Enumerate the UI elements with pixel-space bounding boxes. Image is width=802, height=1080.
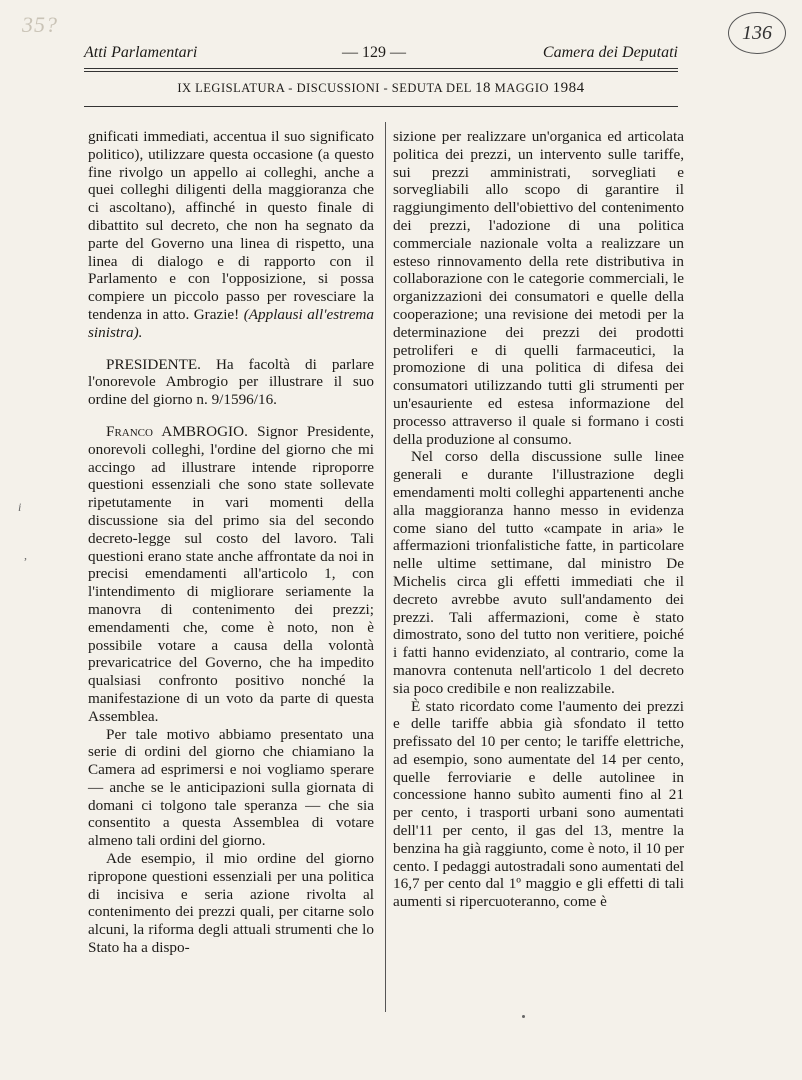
paragraph: Nel corso della discussione sulle linee generali e durante l'illustrazione degli emendamenti molti colleghi appartenenti anche alla maggioranza hanno messo in evidenza come siano del tutto «campate in aria» le affermazioni trionfalistiche fatte, in particolare nelle ultime settimane, dal ministro De Michelis circa gli effetti immediati che il decreto avrebbe avuto sull'andamento dei prezzi. Tali affermazioni, come è stato dimostrato, sono del tutto non veritiere, poiché i fatti hanno evidenziato, al contrario, come la manovra contenuta nell'articolo 1 del decreto sia poco credibile e non realizzabile.	[393, 448, 684, 697]
paragraph: Franco AMBROGIO. Signor Presidente, onorevoli colleghi, l'ordine del giorno che mi accingo ad illustrare intende riproporre questioni essenziali che sono state sollevate ripetutamente in vari momenti della discussione sia del primo sia del secondo decreto-legge sul costo del lavoro. Tali questioni erano state anche affrontate da noi in precisi emendamenti all'articolo 1, con l'intendimento di migliorare seriamente la manovra di contenimento dei prezzi; emendamenti che, come è noto, non è possibile votare a causa della volontà prevaricatrice del Governo, che ha impedito qualsiasi confronto positivo nonché la manifestazione di un voto da parte di questa Assemblea.	[88, 422, 374, 725]
left-column	[88, 128, 374, 957]
session-subtitle: IX LEGISLATURA - DISCUSSIONI - SEDUTA DEL 18 MAGGIO 1984	[177, 80, 585, 96]
margin-mark: ,	[24, 548, 27, 562]
paragraph: Per tale motivo abbiamo presentato una serie di ordini del giorno che chiamiano la Camera ad esprimersi e noi vogliamo sperare — anche se le anticipazioni sulla giornata di domani ci tolgono tale speranza — che sia consentito a questa Assemblea di votare almeno tali ordini del giorno.	[88, 725, 374, 850]
paragraph: PRESIDENTE. Ha facoltà di parlare l'onorevole Ambrogio per illustrare il suo ordine del giorno n. 9/1596/16.	[88, 355, 374, 409]
column-divider	[385, 122, 386, 1012]
running-header	[84, 44, 678, 68]
header-rule-double	[84, 71, 678, 72]
margin-mark: i	[18, 500, 22, 514]
speaker-name: PRESIDENTE.	[106, 355, 201, 373]
header-rule	[84, 68, 678, 69]
faded-stamp: 35?	[22, 12, 58, 37]
paragraph: Ade esempio, il mio ordine del giorno ripropone questioni essenziali per una politica di incisiva e seria azione rivolta al contenimento dei prezzi quali, per citarne solo alcuni, la riforma degli attuali strumenti che lo Stato ha a dispo-	[88, 850, 374, 957]
paragraph: sizione per realizzare un'organica ed articolata politica dei prezzi, un intervento sulle tariffe, sui prezzi amministrati, sorvegliati e sorvegliabili allo scopo di garantire il raggiungimento dell'obiettivo del contenimento dei prezzi, l'adozione di una politica commerciale nazionale volta a realizzare un esteso rinnovamento della rete distributiva in collaborazione con le categorie commerciali, le organizzazioni dei consumatori e quelle della cooperazione; una revisione dei metodi per la determinazione dei prezzi dei prodotti petroliferi e di quelli farmaceutici, la promozione di una politica di difesa dei consumatori utilizzando tutti gli strumenti per un'esauriente ed estesa informazione del processo attraverso il quale si formano i costi della produzione al consumo.	[393, 128, 684, 448]
ink-dot	[522, 1015, 525, 1018]
paragraph: È stato ricordato come l'aumento dei prezzi e delle tariffe abbia già sfondato il tetto prefissato del 10 per cento; le tariffe elettriche, ad esempio, sono aumentate del 14 per cento, quelle ferroviarie e delle autolinee in concessione hanno subìto aumenti fino al 21 per cento, i trasporti urbani sono aumentati dell'11 per cento, il gas del 13, mentre la benzina ha già raggiunto, come è noto, il 10 per cento. I pedaggi autostradali sono aumentati del 16,7 per cento dal 1º maggio e gli effetti di tali aumenti si ripercuoteranno, come è	[393, 697, 684, 911]
right-column	[393, 128, 684, 911]
header-page-number: — 129 —	[342, 44, 406, 61]
header-left: Atti Parlamentari	[84, 44, 198, 61]
speaker-name: AMBROGIO.	[152, 422, 248, 440]
subtitle-rule	[84, 106, 678, 107]
paragraph: gnificati immediati, accentua il suo significato politico), utilizzare questa occasione (a questo fine rivolgo un appello ai colleghi, anche a quei colleghi diligenti della maggioranza che ci ascoltano), affinché in questo finale di dibattito sul decreto, che non ha segnato da parte del Governo una linea di rispetto, una linea di dialogo e di rapporto con il Parlamento e con l'opposizione, si possa compiere un piccolo passo per rovesciare la tendenza in atto. Grazie! (Applausi all'estrema sinistra).	[88, 128, 374, 341]
header-right: Camera dei Deputati	[542, 44, 678, 61]
page-number-stamp: 136	[728, 12, 786, 54]
